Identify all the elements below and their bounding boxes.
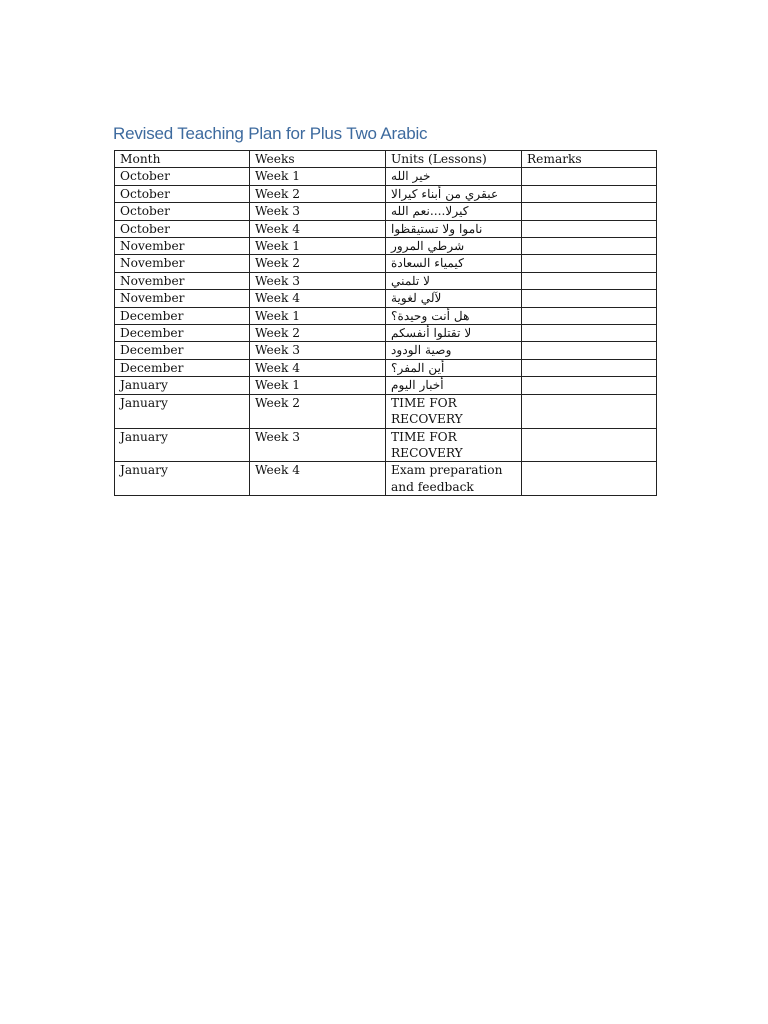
- table-row: [115, 272, 657, 289]
- remarks-cell: [522, 462, 657, 496]
- month-cell: December: [115, 342, 250, 359]
- table-row: [115, 325, 657, 342]
- month-cell: November: [115, 290, 250, 307]
- month-cell: October: [115, 185, 250, 202]
- remarks-cell: [522, 428, 657, 462]
- month-cell: November: [115, 238, 250, 255]
- remarks-cell: [522, 220, 657, 237]
- column-header-weeks: Weeks: [250, 151, 386, 168]
- week-cell: Week 1: [250, 377, 386, 394]
- month-cell: January: [115, 428, 250, 462]
- table-row: [115, 462, 657, 496]
- week-cell: Week 3: [250, 342, 386, 359]
- table-body: [115, 168, 657, 496]
- unit-cell: كيرلا....نعم الله: [386, 203, 522, 220]
- remarks-cell: [522, 359, 657, 376]
- unit-cell: هل أنت وحيدة؟: [386, 307, 522, 324]
- remarks-cell: [522, 203, 657, 220]
- month-cell: December: [115, 359, 250, 376]
- month-cell: January: [115, 377, 250, 394]
- month-cell: October: [115, 168, 250, 185]
- table-row: [115, 185, 657, 202]
- month-cell: October: [115, 220, 250, 237]
- week-cell: Week 3: [250, 428, 386, 462]
- month-cell: October: [115, 203, 250, 220]
- week-cell: Week 2: [250, 185, 386, 202]
- table-row: [115, 220, 657, 237]
- remarks-cell: [522, 185, 657, 202]
- column-header-month: Month: [115, 151, 250, 168]
- remarks-cell: [522, 307, 657, 324]
- unit-cell: ناموا ولا تستيقظوا: [386, 220, 522, 237]
- week-cell: Week 4: [250, 462, 386, 496]
- table-row: [115, 342, 657, 359]
- column-header-units: Units (Lessons): [386, 151, 522, 168]
- table-row: [115, 428, 657, 462]
- unit-cell: لا تلمني: [386, 272, 522, 289]
- month-cell: December: [115, 325, 250, 342]
- teaching-plan-table: [114, 150, 657, 496]
- table-row: [115, 377, 657, 394]
- week-cell: Week 1: [250, 238, 386, 255]
- unit-cell: خير الله: [386, 168, 522, 185]
- week-cell: Week 1: [250, 307, 386, 324]
- week-cell: Week 4: [250, 220, 386, 237]
- month-cell: January: [115, 394, 250, 428]
- unit-cell: عبقري من أبناء كيرالا: [386, 185, 522, 202]
- table-row: [115, 359, 657, 376]
- remarks-cell: [522, 325, 657, 342]
- remarks-cell: [522, 342, 657, 359]
- week-cell: Week 2: [250, 394, 386, 428]
- table-row: [115, 290, 657, 307]
- unit-cell: لآلي لغوية: [386, 290, 522, 307]
- table-row: [115, 255, 657, 272]
- column-header-remarks: Remarks: [522, 151, 657, 168]
- unit-cell: شرطي المرور: [386, 238, 522, 255]
- week-cell: Week 2: [250, 325, 386, 342]
- month-cell: December: [115, 307, 250, 324]
- table-row: [115, 307, 657, 324]
- month-cell: November: [115, 255, 250, 272]
- unit-cell: TIME FOR RECOVERY: [386, 394, 522, 428]
- page-title: Revised Teaching Plan for Plus Two Arabic: [113, 124, 428, 143]
- week-cell: Week 4: [250, 290, 386, 307]
- unit-cell: أين المفر؟: [386, 359, 522, 376]
- table-header-row: [115, 151, 657, 168]
- remarks-cell: [522, 168, 657, 185]
- remarks-cell: [522, 272, 657, 289]
- week-cell: Week 3: [250, 203, 386, 220]
- month-cell: November: [115, 272, 250, 289]
- unit-cell: وصية الودود: [386, 342, 522, 359]
- remarks-cell: [522, 377, 657, 394]
- unit-cell: Exam preparation and feedback: [386, 462, 522, 496]
- unit-cell: TIME FOR RECOVERY: [386, 428, 522, 462]
- week-cell: Week 2: [250, 255, 386, 272]
- remarks-cell: [522, 394, 657, 428]
- remarks-cell: [522, 290, 657, 307]
- remarks-cell: [522, 255, 657, 272]
- week-cell: Week 3: [250, 272, 386, 289]
- unit-cell: كيمياء السعادة: [386, 255, 522, 272]
- table-row: [115, 238, 657, 255]
- unit-cell: أخبار اليوم: [386, 377, 522, 394]
- month-cell: January: [115, 462, 250, 496]
- week-cell: Week 4: [250, 359, 386, 376]
- remarks-cell: [522, 238, 657, 255]
- table-row: [115, 168, 657, 185]
- table-row: [115, 203, 657, 220]
- week-cell: Week 1: [250, 168, 386, 185]
- unit-cell: لا تقتلوا أنفسكم: [386, 325, 522, 342]
- table-row: [115, 394, 657, 428]
